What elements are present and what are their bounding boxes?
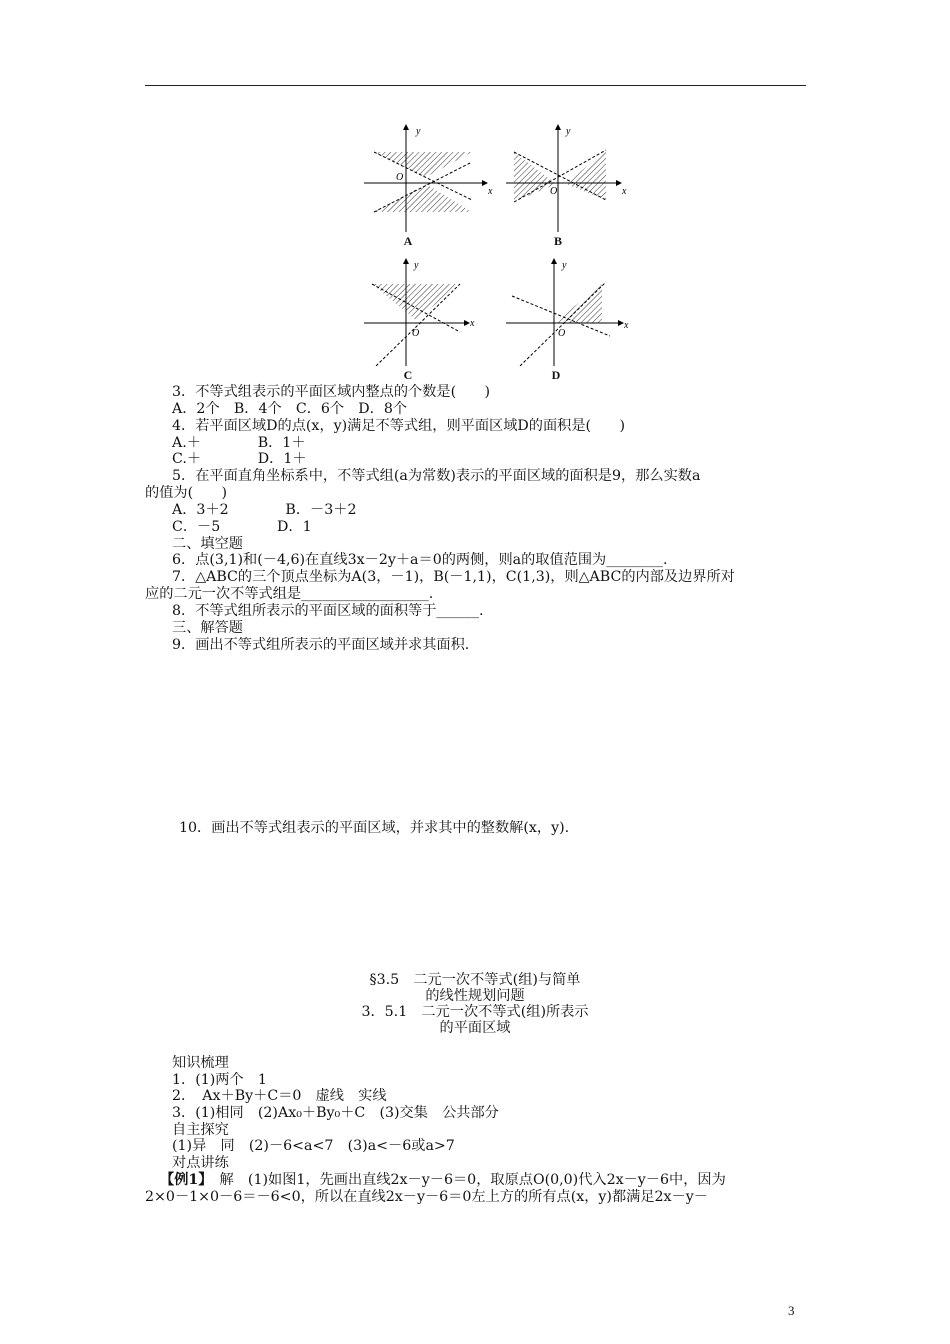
shaded-region <box>372 284 460 320</box>
figure-b-graph <box>506 122 638 232</box>
figure-d <box>506 256 638 386</box>
svg-text:O: O <box>558 328 566 339</box>
figure-a-graph <box>364 122 496 232</box>
explore-heading: 自主探究 <box>172 1122 229 1138</box>
svg-text:O: O <box>550 186 558 197</box>
header-rule <box>145 85 806 86</box>
knowledge-heading: 知识梳理 <box>172 1055 229 1071</box>
question-9: 9．画出不等式组所表示的平面区域并求其面积. <box>172 637 470 653</box>
section-heading: 二、填空题 <box>172 536 243 552</box>
figure-label: D <box>551 368 561 382</box>
answer-title: §3.5 二元一次不等式(组)与简单 <box>369 972 581 988</box>
question-3-options: A．2个 B．4个 C．6个 D．8个 <box>172 401 408 417</box>
question-7-continued: 应的二元一次不等式组是__________________. <box>145 586 434 602</box>
figure-label: B <box>553 234 562 248</box>
svg-text:O: O <box>412 328 420 339</box>
question-5-options: C．－5 D．1 <box>172 519 312 535</box>
axis-label-x: x <box>488 186 493 197</box>
figure-c-graph <box>364 256 496 366</box>
question-6: 6．点(3,1)和(－4,6)在直线3x－2y＋a＝0的两侧，则a的取值范围为________. <box>172 552 668 568</box>
svg-text:y: y <box>414 260 419 271</box>
svg-text:y: y <box>566 126 571 137</box>
explore-answers: (1)异 同 (2)－6<a<7 (3)a<－6或a>7 <box>172 1138 455 1154</box>
question-5-options: A．3＋2 B．－3＋2 <box>172 502 357 518</box>
question-10: 10．画出不等式组表示的平面区域，并求其中的整数解(x，y). <box>179 820 570 836</box>
svg-text:x: x <box>624 320 629 331</box>
question-7: 7．△ABC的三个顶点坐标为A(3，－1)，B(－1,1)，C(1,3)，则△ABC的内部及边界所对 <box>172 569 735 585</box>
shaded-region <box>374 152 472 177</box>
practice-heading: 对点讲练 <box>172 1155 229 1171</box>
knowledge-item: 3．(1)相同 (2)Ax₀＋By₀＋C (3)交集 公共部分 <box>172 1105 499 1121</box>
svg-text:x: x <box>470 318 475 329</box>
question-3: 3．不等式组表示的平面区域内整点的个数是( ) <box>172 384 491 400</box>
shaded-region <box>566 150 606 200</box>
svg-text:x: x <box>622 186 627 197</box>
figure-label: A <box>403 234 413 248</box>
figure-c <box>364 256 496 386</box>
example-1 <box>160 1172 726 1188</box>
figure-d-graph <box>506 256 638 366</box>
shaded-region <box>374 184 472 212</box>
shaded-region <box>554 284 602 323</box>
question-5: 5．在平面直角坐标系中，不等式组(a为常数)表示的平面区域的面积是9，那么实数a <box>172 468 701 484</box>
figure-a <box>364 122 496 252</box>
example-text: 解 (1)如图1，先画出直线2x－y－6＝0，取原点O(0,0)代入2x－y－6中，因为 <box>205 1172 726 1188</box>
section-heading: 三、解答题 <box>172 620 243 636</box>
question-4: 4．若平面区域D的点(x，y)满足不等式组，则平面区域D的面积是( ) <box>172 418 625 434</box>
figure-b <box>506 122 638 252</box>
origin-label: O <box>396 172 404 183</box>
page-number: 3 <box>788 1303 795 1318</box>
knowledge-item: 1．(1)两个 1 <box>172 1072 267 1088</box>
question-4-options: A.＋ B．1＋ <box>172 435 306 451</box>
example-tag: 【例1】 <box>160 1172 206 1188</box>
example-1-continued: 2×0－1×0－6＝－6<0，所以在直线2x－y－6＝0左上方的所有点(x，y)都满足2x－y－ <box>145 1189 708 1205</box>
svg-text:y: y <box>562 260 567 271</box>
question-8: 8．不等式组所表示的平面区域的面积等于______. <box>172 603 484 619</box>
question-4-options: C.＋ D．1＋ <box>172 451 307 467</box>
answer-subtitle: 3．5.1 二元一次不等式(组)所表示 <box>361 1004 589 1020</box>
question-5-continued: 的值为( ) <box>145 485 228 501</box>
axis-label-y: y <box>416 126 421 137</box>
figure-label: C <box>403 368 413 382</box>
answer-subtitle: 的平面区域 <box>439 1020 511 1036</box>
knowledge-item: 2． Ax＋By＋C＝0 虚线 实线 <box>172 1088 387 1104</box>
answer-title: 的线性规划问题 <box>425 988 525 1004</box>
